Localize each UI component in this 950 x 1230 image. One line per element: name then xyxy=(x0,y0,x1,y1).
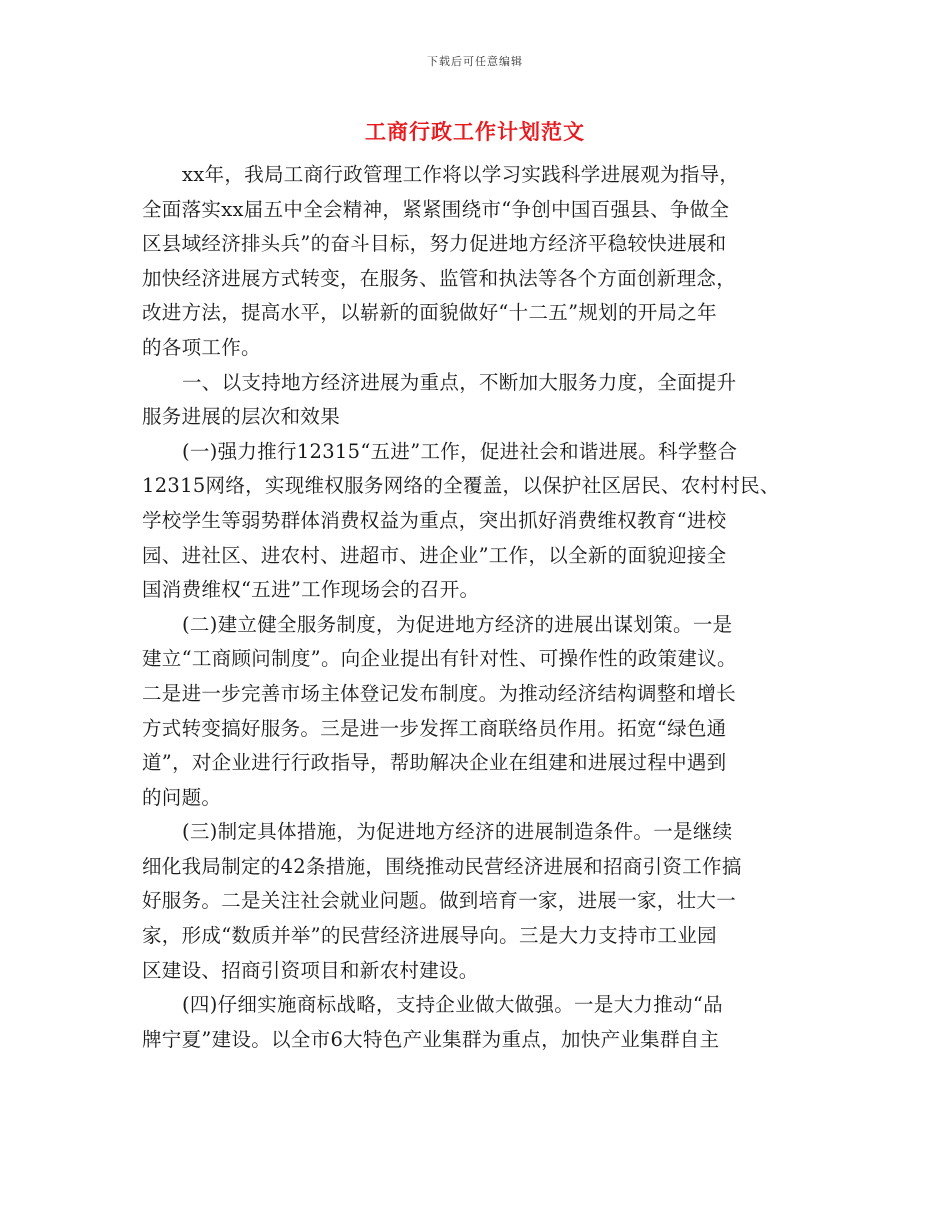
body-line: 好服务。二是关注社会就业问题。做到培育一家，进展一家，壮大一 xyxy=(142,889,737,913)
body-line: 一、以支持地方经济进展为重点，不断加大服务力度，全面提升 xyxy=(182,370,737,394)
body-line: 道”，对企业进行行政指导，帮助解决企业在组建和进展过程中遇到 xyxy=(142,751,727,775)
body-line: 方式转变搞好服务。三是进一步发挥工商联络员作用。拓宽“绿色通 xyxy=(142,716,727,740)
body-line: 细化我局制定的42条措施，围绕推动民营经济进展和招商引资工作搞 xyxy=(142,854,742,878)
body-line: 加快经济进展方式转变，在服务、监管和执法等各个方面创新理念， xyxy=(142,266,737,290)
body-line: 牌宁夏”建设。以全市6大特色产业集群为重点，加快产业集群自主 xyxy=(142,1027,720,1051)
body-line: xx年，我局工商行政管理工作将以学习实践科学进展观为指导， xyxy=(182,163,740,186)
body-line: 区建设、招商引资项目和新农村建设。 xyxy=(142,958,479,982)
document-title: 工商行政工作计划范文 xyxy=(365,119,585,144)
body-line: 国消费维权“五进”工作现场会的召开。 xyxy=(142,578,480,602)
body-line: (二)建立健全服务制度，为促进地方经济的进展出谋划策。一是 xyxy=(182,612,733,636)
body-line: 服务进展的层次和效果 xyxy=(142,405,341,429)
body-line: 建立“工商顾问制度”。向企业提出有针对性、可操作性的政策建议。 xyxy=(142,647,737,671)
body-line: (一)强力推行12315“五进”工作，促进社会和谐进展。科学整合 xyxy=(182,439,738,463)
body-line: 区县域经济排头兵”的奋斗目标，努力促进地方经济平稳较快进展和 xyxy=(142,232,727,256)
page-header-note: 下载后可任意编辑 xyxy=(427,55,523,68)
body-line: 学校学生等弱势群体消费权益为重点，突出抓好消费维权教育“进校 xyxy=(142,508,727,532)
body-line: 的各项工作。 xyxy=(142,335,261,359)
body-line: (三)制定具体措施，为促进地方经济的进展制造条件。一是继续 xyxy=(182,820,733,844)
body-line: 二是进一步完善市场主体登记发布制度。为推动经济结构调整和增长 xyxy=(142,681,737,705)
body-line: 12315网络，实现维权服务网络的全覆盖，以保护社区居民、农村村民、 xyxy=(142,474,780,498)
body-line: 全面落实xx届五中全会精神，紧紧围绕市“争创中国百强县、争做全 xyxy=(142,197,730,221)
body-line: 家，形成“数质并举”的民营经济进展导向。三是大力支持市工业园 xyxy=(142,924,717,948)
body-line: 的问题。 xyxy=(142,785,222,809)
body-line: 园、进社区、进农村、进超市、进企业”工作，以全新的面貌迎接全 xyxy=(142,543,727,567)
document-body xyxy=(142,158,832,1057)
body-line: 改进方法，提高水平，以崭新的面貌做好“十二五”规划的开局之年 xyxy=(142,301,717,325)
body-line: (四)仔细实施商标战略，支持企业做大做强。一是大力推动“品 xyxy=(182,993,723,1017)
